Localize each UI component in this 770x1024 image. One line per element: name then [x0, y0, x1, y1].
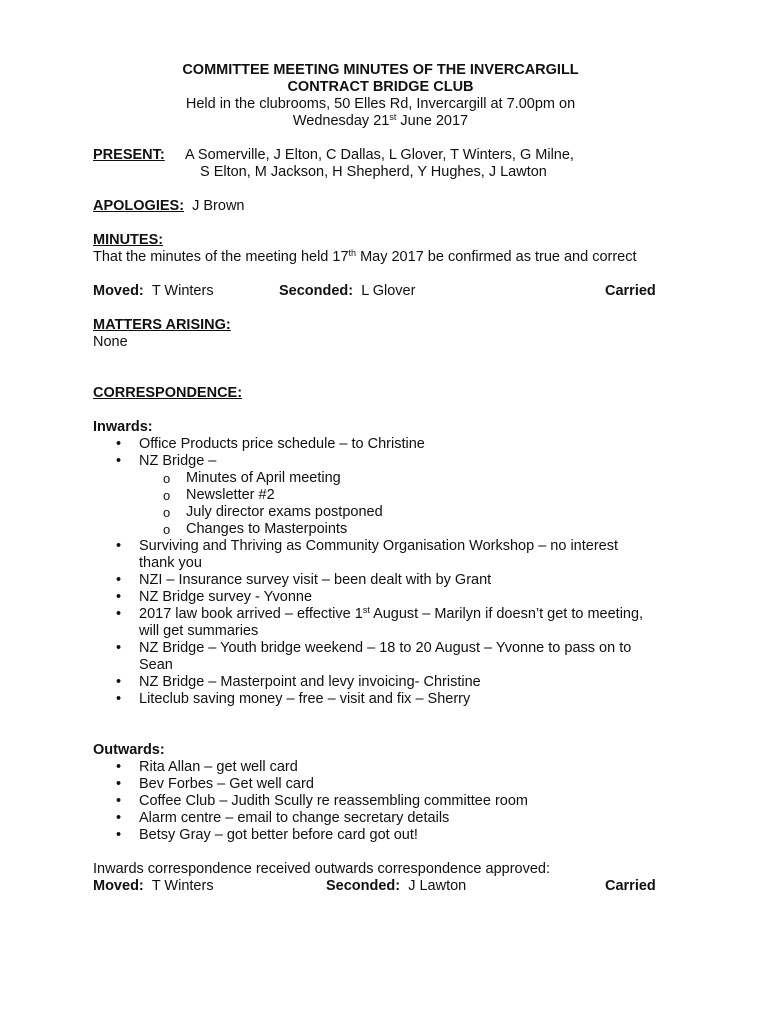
- meeting-date: Wednesday 21st June 2017: [292, 112, 469, 129]
- minutes-heading: MINUTES:: [93, 232, 164, 248]
- present-names: A Somerville, J Elton, C Dallas, L Glover, T Winters, G Milne, S Elton, M Jackson, H Shepherd, Y Hughes, J Lawton: [185, 147, 574, 180]
- list-item: • NZ Bridge – o Minutes of April meeting o Newsletter #2 o July director exams postponed o Changes to Masterpoints: [93, 453, 680, 538]
- list-item: • Bev Forbes – Get well card: [93, 776, 680, 793]
- sub-list-item: o Newsletter #2: [139, 487, 680, 504]
- correspondence-section: [93, 385, 680, 895]
- sub-list-item: o Minutes of April meeting: [139, 470, 680, 487]
- list-item: • Alarm centre – email to change secretary details: [93, 810, 680, 827]
- present-label: PRESENT:: [93, 147, 165, 163]
- minutes-result: Carried: [605, 283, 656, 299]
- present-section: [93, 147, 680, 181]
- minutes-section: [93, 232, 680, 300]
- document-title-line-2: CONTRACT BRIDGE CLUB: [287, 79, 474, 95]
- document-header: [81, 62, 680, 130]
- list-item: • Office Products price schedule – to Christine: [93, 436, 680, 453]
- matters-text: None: [93, 334, 128, 350]
- minutes-text: That the minutes of the meeting held 17th May 2017 be confirmed as true and correct: [93, 248, 637, 265]
- inwards-list: [93, 436, 680, 708]
- list-item: • Betsy Gray – got better before card got out!: [93, 827, 680, 844]
- minutes-motion: Moved: T Winters Seconded: L Glover Carried: [93, 283, 656, 299]
- list-item: • Coffee Club – Judith Scully re reassembling committee room: [93, 793, 680, 810]
- outwards-label: Outwards:: [93, 742, 165, 758]
- document-title-line-1: COMMITTEE MEETING MINUTES OF THE INVERCARGILL: [182, 62, 579, 78]
- apologies-label: APOLOGIES:: [93, 198, 185, 214]
- list-item: • NZI – Insurance survey visit – been dealt with by Grant: [93, 572, 680, 589]
- sub-list-item: o Changes to Masterpoints: [139, 521, 680, 538]
- list-item: • Surviving and Thriving as Community Organisation Workshop – no interest thank you: [93, 538, 680, 572]
- correspondence-result: Carried: [605, 878, 656, 894]
- sub-list-item: o July director exams postponed: [139, 504, 680, 521]
- list-item: • Liteclub saving money – free – visit and fix – Sherry: [93, 691, 680, 708]
- correspondence-motion: Moved: T Winters Seconded: J Lawton Carried: [93, 878, 656, 894]
- correspondence-heading: CORRESPONDENCE:: [93, 385, 243, 401]
- meeting-location: Held in the clubrooms, 50 Elles Rd, Invercargill at 7.00pm on: [185, 96, 576, 112]
- list-item: • NZ Bridge – Masterpoint and levy invoicing- Christine: [93, 674, 680, 691]
- list-item: • Rita Allan – get well card: [93, 759, 680, 776]
- apologies-section: [93, 198, 680, 215]
- correspondence-summary: Inwards correspondence received outwards correspondence approved:: [93, 861, 551, 877]
- apologies-text: J Brown: [192, 198, 245, 214]
- outwards-list: [93, 759, 680, 844]
- list-item: • NZ Bridge – Youth bridge weekend – 18 to 20 August – Yvonne to pass on to Sean: [93, 640, 680, 674]
- list-item: • NZ Bridge survey - Yvonne: [93, 589, 680, 606]
- matters-section: [93, 317, 680, 351]
- sub-list: [139, 470, 680, 538]
- list-item: • 2017 law book arrived – effective 1st August – Marilyn if doesn’t get to meeting, will get summaries: [93, 606, 680, 640]
- matters-heading: MATTERS ARISING:: [93, 317, 231, 333]
- inwards-label: Inwards:: [93, 419, 153, 435]
